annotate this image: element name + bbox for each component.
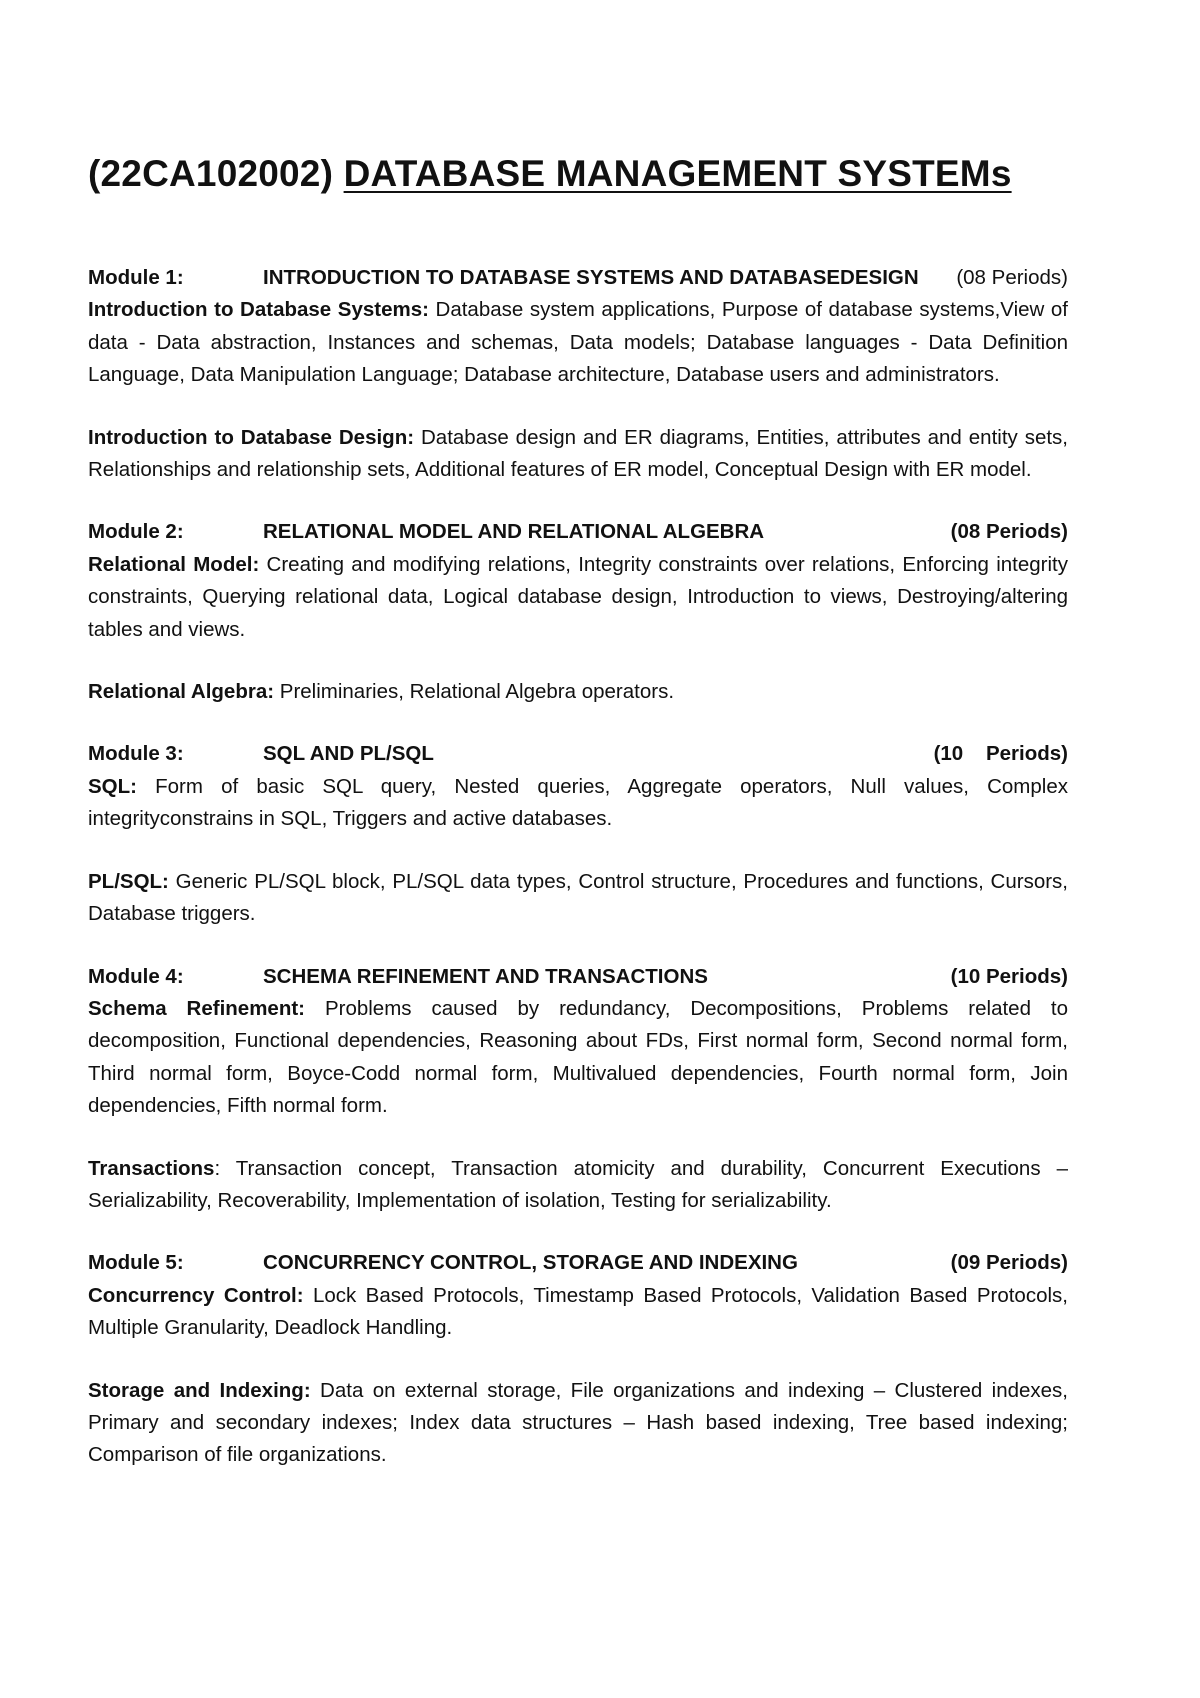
section-paragraph: [88, 422, 1068, 487]
module-number: Module 1:: [88, 266, 184, 289]
section-heading: Introduction to Database Design:: [88, 425, 415, 449]
section-paragraph: [88, 294, 1068, 391]
section-text: Generic PL/SQL block, PL/SQL data types, Control structure, Procedures and functions, Cursors, Database triggers.: [88, 869, 1069, 926]
module-1-header: [88, 262, 1068, 294]
section-heading: Transactions: [88, 1156, 215, 1180]
course-title: DATABASE MANAGEMENT SYSTEMs: [343, 153, 1012, 194]
module-3-header: [88, 738, 1068, 770]
section-paragraph: [88, 676, 1068, 708]
section-heading: Schema Refinement:: [88, 996, 306, 1020]
section-paragraph: [88, 1153, 1068, 1218]
section-heading: Introduction to Database Systems:: [88, 298, 429, 322]
section-heading: SQL:: [88, 774, 137, 798]
syllabus-content: [88, 262, 1068, 1472]
module-periods: (09 Periods): [950, 1251, 1068, 1275]
section-text: Creating and modifying relations, Integrity constraints over relations, Enforcing integrity constraints, Querying relational data, Logical database design, Introduction to views, Destroying/altering tables and views.: [88, 552, 1068, 641]
module-title: INTRODUCTION TO DATABASE SYSTEMS AND DATABASEDESIGN: [263, 266, 919, 289]
section-heading: Relational Model:: [88, 552, 260, 576]
section-heading: Relational Algebra:: [88, 680, 275, 704]
section-text: Preliminaries, Relational Algebra operators.: [279, 680, 675, 704]
section-text: Database design and ER diagrams, Entities, attributes and entity sets, Relationships and relationship sets, Additional features of ER model, Conceptual Design with ER model.: [88, 425, 1068, 482]
section-text: : Transaction concept, Transaction atomicity and durability, Concurrent Executions – Serializability, Recoverability, Implementation of isolation, Testing for serializability.: [88, 1156, 1068, 1212]
module-periods: (08 Periods): [950, 520, 1068, 544]
section-paragraph: [88, 549, 1068, 646]
module-number: Module 2:: [88, 520, 184, 544]
module-title: RELATIONAL MODEL AND RELATIONAL ALGEBRA: [263, 520, 765, 544]
module-periods: (10 Periods): [933, 742, 1068, 766]
module-periods: (08 Periods): [956, 266, 1068, 289]
module-5-header: [88, 1247, 1068, 1279]
section-text: Problems caused by redundancy, Decompositions, Problems related to decomposition, Functional dependencies, Reasoning about FDs, First normal form, Second normal form, Third normal form, Boyce-Codd normal form, Multivalued dependencies, Fourth normal form, Join dependencies, Fifth normal form.: [88, 996, 1068, 1118]
section-text: Form of basic SQL query, Nested queries, Aggregate operators, Null values, Complex integrityconstrains in SQL, Triggers and active databases.: [88, 774, 1068, 831]
module-number: Module 5:: [88, 1251, 184, 1275]
section-paragraph: [88, 1280, 1068, 1345]
module-number: Module 3:: [88, 742, 184, 766]
section-heading: PL/SQL:: [88, 869, 169, 893]
section-text: Lock Based Protocols, Timestamp Based Protocols, Validation Based Protocols, Multiple Granularity, Deadlock Handling.: [88, 1283, 1068, 1340]
module-title: CONCURRENCY CONTROL, STORAGE AND INDEXING: [263, 1251, 798, 1275]
module-number: Module 4:: [88, 964, 184, 988]
section-heading: Concurrency Control:: [88, 1283, 304, 1307]
section-paragraph: [88, 993, 1068, 1123]
module-title: SCHEMA REFINEMENT AND TRANSACTIONS: [263, 964, 708, 988]
module-periods: (10 Periods): [950, 964, 1068, 988]
section-paragraph: [88, 866, 1068, 931]
section-paragraph: [88, 771, 1068, 836]
document-title: [88, 150, 1172, 198]
section-heading: Storage and Indexing:: [88, 1378, 311, 1402]
course-code: (22CA102002): [88, 153, 334, 194]
section-text: Data on external storage, File organizations and indexing – Clustered indexes, Primary and secondary indexes; Index data structures – Hash based indexing, Tree based indexing; Comparison of file organizations.: [88, 1378, 1069, 1467]
section-paragraph: [88, 1375, 1068, 1472]
section-text: Database system applications, Purpose of database systems,View of data - Data abstraction, Instances and schemas, Data models; Database languages - Data Definition Language, Data Manipulation Language; Database architecture, Database users and administrators.: [88, 298, 1069, 387]
syllabus-page: [88, 150, 1172, 1472]
module-title: SQL AND PL/SQL: [263, 742, 434, 766]
module-2-header: [88, 516, 1068, 548]
module-4-header: [88, 961, 1068, 993]
